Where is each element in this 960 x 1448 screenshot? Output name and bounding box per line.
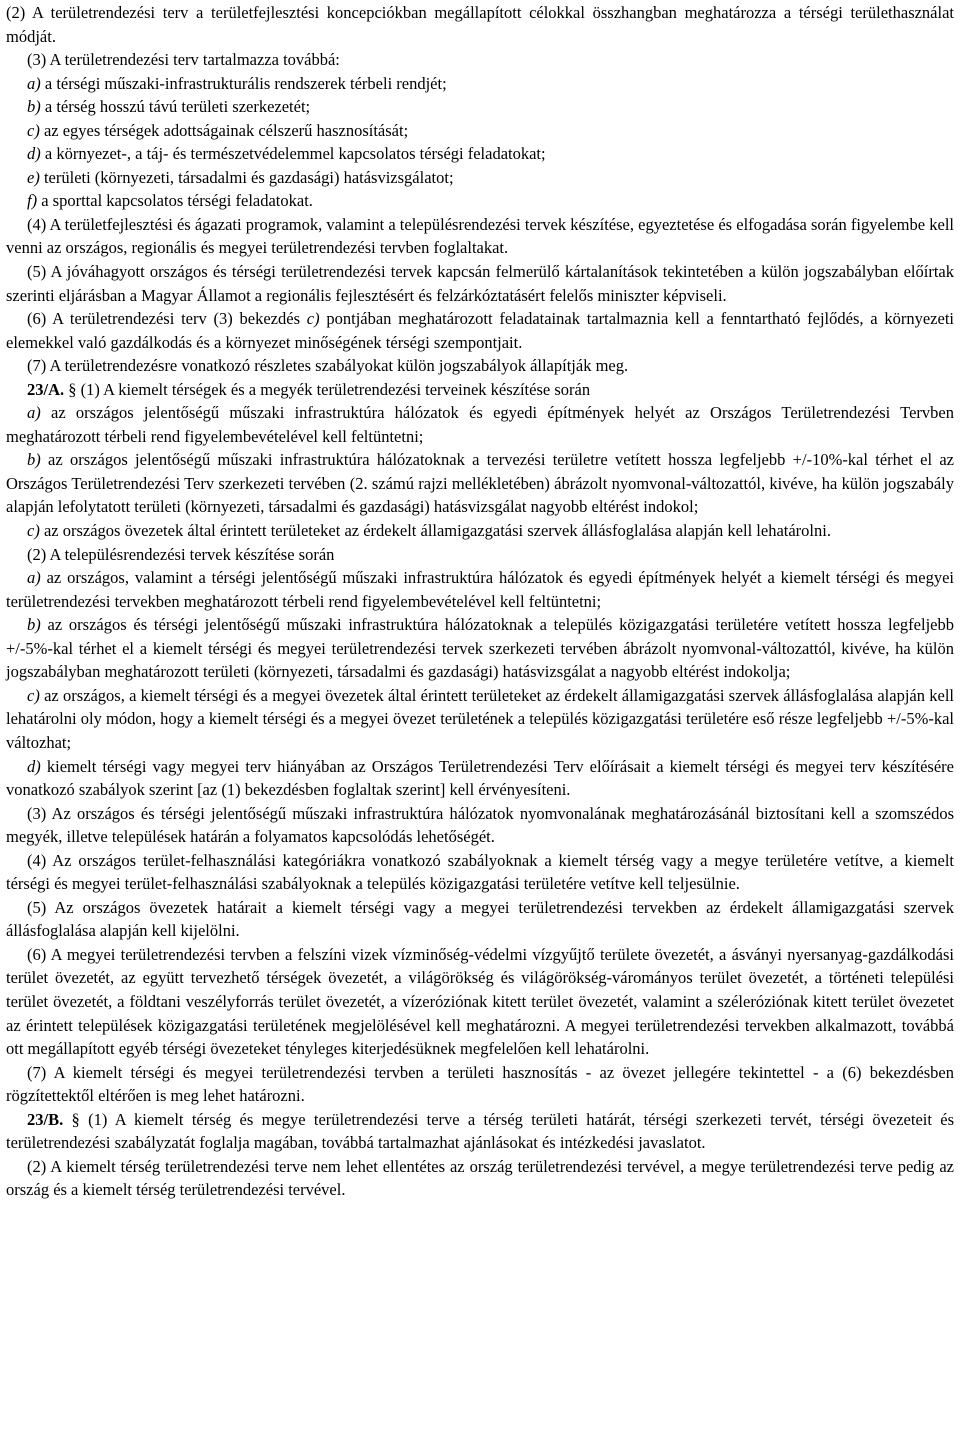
paragraph: [6, 72, 954, 96]
paragraph: [6, 119, 954, 143]
paragraph: [6, 755, 954, 802]
paragraph: [6, 95, 954, 119]
paragraph: [6, 48, 954, 72]
paragraph: [6, 613, 954, 684]
paragraph-text: (4) Az országos terület-felhasználási kategóriákra vonatkozó szabályoknak a kiemelt térség vagy a megye területére vetítve, a kiemelt térségi és megyei terület-felhasználási szabályoknak a település közigazgatási területére vetítve kell teljesülnie.: [6, 850, 954, 894]
point-label: a): [27, 73, 41, 93]
point-label: c): [27, 521, 40, 541]
paragraph-text: (6) A megyei területrendezési tervben a felszíni vizek vízminőség-védelmi vízgyűjtő területe övezetét, a ásványi nyersanyag-gazdálkodási terület övezetét, az együtt tervezhető térségek övezetét, a világörökség és világörökség-várományos terület övezetét, a történeti települési terület övezetét, a földtani veszélyforrás terület övezetét, a vízeróziónak kitett terület övezetét, valamint a széleróziónak kitett terület övezetet az érintett települések közigazgatási területének megjelölésével kell meghatározni. A megyei területrendezési tervekben alkalmazott, továbbá ott megállapított egyéb térségi övezeteket tényleges kiterjedésüknek megfelelően kell lehatárolni.: [6, 944, 954, 1059]
paragraph-text: az országos és térségi jelentőségű műszaki infrastruktúra hálózatoknak a település közigazgatási területére vetített hossza legfeljebb +/-5%-kal térhet el a kiemelt térségi és megyei területrendezési tervek szerkezeti tervében ábrázolt nyomvonal-változattól, kivéve, ha külön jogszabályban meghatározott területi (környezeti, társadalmi és gazdasági) hatásvizsgálat a nagyobb eltérést indokolja;: [6, 615, 954, 682]
paragraph-text: a környezet-, a táj- és természetvédelemmel kapcsolatos térségi feladatokat;: [40, 144, 546, 164]
paragraph-text: (2) A településrendezési tervek készítése során: [27, 544, 335, 564]
paragraph-text: az országos, valamint a térségi jelentőségű műszaki infrastruktúra hálózatok és egyedi építmények helyét a kiemelt térségi és megyei területrendezési tervekben meghatározott térbeli rend figyelembevételével kell feltüntetni;: [6, 568, 954, 611]
paragraph-text: pontjában meghatározott feladatainak tartalmaznia kell a fenntartható fejlődés, a környezeti elemekkel való gazdálkodás és a környezet minőségének térségi szempontjait.: [6, 309, 954, 352]
paragraph-text: (5) Az országos övezetek határait a kiemelt térségi vagy a megyei területrendezési tervekben az érdekelt államigazgatási szervek állásfoglalása alapján kell kijelölni.: [6, 897, 954, 941]
paragraph: [6, 260, 954, 307]
paragraph: [6, 684, 954, 755]
paragraph-text: (7) A kiemelt térségi és megyei területrendezési tervben a területi hasznosítás - az övezet jellegére tekintettel - a (6) bekezdésben rögzítettektől eltérően is meg lehet határozni.: [6, 1062, 954, 1106]
point-label: a): [27, 568, 41, 588]
paragraph-text: (2) A területrendezési terv a területfejlesztési koncepciókban megállapított célokkal összhangban meghatározza a térségi területhasználat módját.: [6, 3, 954, 46]
paragraph: [6, 543, 954, 567]
paragraph-text: (5) A jóváhagyott országos és térségi területrendezési tervek kapcsán felmerülő kártalanítások tekintetében a külön jogszabályban előírtak szerinti eljárásban a Magyar Államot a regionális fejlesztésért és felzárkóztatásért felelős miniszter képviseli.: [6, 262, 954, 305]
paragraph: [6, 1155, 954, 1202]
paragraph-text: az országos jelentőségű műszaki infrastruktúra hálózatoknak a tervezési területre vetített hossza legfeljebb +/-10%-kal térhet el az Országos Területrendezési Terv szerkezeti tervében (2. számú rajzi mellékletében) ábrázolt nyomvonal-változattól, kivéve, ha külön jogszabály alapján lefolytatott területi (környezeti, társadalmi és gazdasági) hatásvizsgálat nagyobb eltérést indokol;: [6, 450, 954, 517]
paragraph-text: (3) A területrendezési terv tartalmazza továbbá:: [27, 50, 340, 70]
point-label: b): [27, 97, 41, 117]
section-number: 23/A.: [27, 379, 65, 399]
point-label: b): [27, 450, 41, 470]
paragraph: [6, 142, 954, 166]
paragraph: [6, 566, 954, 613]
paragraph-text: a térség hosszú távú területi szerkezetét;: [40, 97, 311, 117]
paragraph-text: a térségi műszaki-infrastrukturális rendszerek térbeli rendjét;: [40, 73, 447, 93]
paragraph-text: az országos övezetek által érintett területeket az érdekelt államigazgatási szervek állásfoglalása alapján kell lehatárolni.: [39, 521, 831, 541]
paragraph-text: § (1) A kiemelt térség és megye területrendezési terve a térség területi határát, térségi szerkezeti tervét, térségi övezeteit és területrendezési szabályzatát foglalja magában, továbbá tartalmazhat ajánlásokat és intézkedési javaslatot.: [6, 1109, 954, 1153]
paragraph: [6, 1, 954, 48]
paragraph-text: (3) Az országos és térségi jelentőségű műszaki infrastruktúra hálózatok nyomvonalának meghatározásánál biztosítani kell a szomszédos megyék, illetve települések határán a folyamatos kapcsolódás lehetőségét.: [6, 803, 954, 847]
point-label: d): [27, 144, 41, 164]
point-label: e): [27, 167, 40, 187]
point-label: d): [27, 756, 41, 776]
paragraph-text: az országos, a kiemelt térségi és a megyei övezetek által érintett területeket az érdekelt államigazgatási szervek állásfoglalása alapján kell lehatárolni oly módon, hogy a kiemelt térségi és a megyei övezet területének a település közigazgatási területére eső része legfeljebb +/-5%-kal változhat;: [6, 685, 954, 752]
paragraph: [6, 401, 954, 448]
paragraph: [6, 189, 954, 213]
paragraph-text: (6) A területrendezési terv (3) bekezdés: [27, 309, 307, 329]
paragraph: [6, 519, 954, 543]
point-label: c): [27, 685, 40, 705]
point-label: b): [27, 615, 41, 635]
point-label: a): [27, 403, 41, 423]
paragraph: [6, 802, 954, 849]
paragraph: [6, 354, 954, 378]
paragraph: [6, 307, 954, 354]
point-label: c): [306, 309, 320, 329]
paragraph: [6, 943, 954, 1061]
paragraph: [6, 896, 954, 943]
point-label: f): [27, 191, 38, 211]
paragraph-text: § (1) A kiemelt térségek és a megyék területrendezési terveinek készítése során: [64, 379, 591, 399]
paragraph: [6, 849, 954, 896]
paragraph: [6, 1108, 954, 1155]
paragraph-text: a sporttal kapcsolatos térségi feladatokat.: [37, 191, 313, 211]
section-number: 23/B.: [27, 1109, 64, 1129]
paragraph-text: területi (környezeti, társadalmi és gazdasági) hatásvizsgálatot;: [39, 167, 454, 187]
paragraph-text: (4) A területfejlesztési és ágazati programok, valamint a településrendezési tervek készítése, egyeztetése és elfogadása során figyelembe kell venni az országos, regionális és megyei területrendezési tervben foglaltakat.: [6, 214, 954, 258]
paragraph: [6, 166, 954, 190]
paragraph-text: az egyes térségek adottságainak célszerű hasznosítását;: [39, 120, 409, 140]
paragraph: [6, 448, 954, 519]
point-label: c): [27, 120, 40, 140]
paragraph-text: az országos jelentőségű műszaki infrastruktúra hálózatok és egyedi építmények helyét az Országos Területrendezési Tervben meghatározott térbeli rend figyelembevételével kell feltüntetni;: [6, 403, 954, 446]
paragraph: [6, 1061, 954, 1108]
paragraph-text: kiemelt térségi vagy megyei terv hiányában az Országos Területrendezési Terv előírásait a kiemelt térségi és megyei terv készítésére vonatkozó szabályok szerint [az (1) bekezdésben foglaltak szerint] kell érvényesíteni.: [6, 756, 954, 800]
paragraph: [6, 378, 954, 402]
paragraph-text: (2) A kiemelt térség területrendezési terve nem lehet ellentétes az ország területrendezési tervével, a megye területrendezési terve pedig az ország és a kiemelt térség területrendezési tervével.: [6, 1156, 954, 1200]
paragraph: [6, 213, 954, 260]
paragraph-text: (7) A területrendezésre vonatkozó részletes szabályokat külön jogszabályok állapítják meg.: [27, 356, 629, 376]
